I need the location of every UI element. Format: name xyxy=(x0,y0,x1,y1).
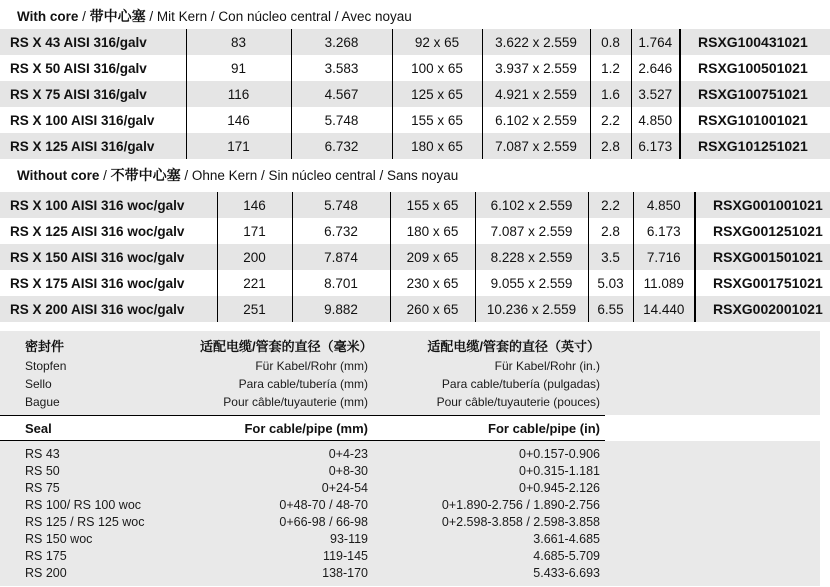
value-cell: 6.173 xyxy=(633,218,695,244)
value-cell: 5.748 xyxy=(292,192,390,218)
seal-name-cell: RS 125 / RS 125 woc xyxy=(25,514,145,529)
value-cell: 5.748 xyxy=(291,107,392,133)
seal-row xyxy=(0,564,820,581)
value-cell: 7.087 x 2.559 xyxy=(475,218,588,244)
product-name-cell: RS X 100 AISI 316/galv xyxy=(0,107,186,133)
value-cell: 6.732 xyxy=(291,133,392,159)
cable-range-in-cell: 0+0.945-2.126 xyxy=(519,480,600,495)
cable-range-mm-cell: 0+48-70 / 48-70 xyxy=(279,497,368,512)
seal-subheader xyxy=(0,415,605,441)
seal-header-line-french xyxy=(0,393,820,411)
value-cell: 6.102 x 2.559 xyxy=(475,192,588,218)
value-cell: 171 xyxy=(217,218,292,244)
value-cell: 260 x 65 xyxy=(390,296,475,322)
value-cell: 14.440 xyxy=(633,296,695,322)
separator: / xyxy=(180,168,192,183)
value-cell: 230 x 65 xyxy=(390,270,475,296)
seal-table xyxy=(0,331,820,586)
value-cell: 1.6 xyxy=(590,81,631,107)
seal-name-cell: RS 150 woc xyxy=(25,531,93,546)
seal-header-in: 适配电缆/管套的直径（英寸） xyxy=(427,339,600,354)
value-cell: 83 xyxy=(186,29,291,55)
value-cell: 180 x 65 xyxy=(390,218,475,244)
product-name-cell: RS X 43 AISI 316/galv xyxy=(0,29,186,55)
cable-range-in-cell: 3.661-4.685 xyxy=(533,531,600,546)
value-cell: 200 xyxy=(217,244,292,270)
seal-name-cell: RS 50 xyxy=(25,463,60,478)
value-cell: 9.055 x 2.559 xyxy=(475,270,588,296)
value-cell: 92 x 65 xyxy=(392,29,482,55)
value-cell: 146 xyxy=(186,107,291,133)
product-name-cell: RS X 75 AISI 316/galv xyxy=(0,81,186,107)
value-cell: 0.8 xyxy=(590,29,631,55)
value-cell: 4.850 xyxy=(631,107,680,133)
part-number-cell: RSXG001751021 xyxy=(713,275,823,291)
part-number-cell: RSXG001501021 xyxy=(713,249,823,265)
value-cell: 209 x 65 xyxy=(390,244,475,270)
value-cell: 251 xyxy=(217,296,292,322)
table-row xyxy=(0,55,830,81)
part-number-cell: RSXG100751021 xyxy=(698,86,808,102)
seal-row xyxy=(0,513,820,530)
value-cell: 116 xyxy=(186,81,291,107)
value-cell: 2.8 xyxy=(588,218,633,244)
seal-header-mm: 适配电缆/管套的直径（毫米） xyxy=(200,339,373,354)
value-cell: 2.8 xyxy=(590,133,631,159)
seal-row xyxy=(0,479,820,496)
table-row xyxy=(0,270,830,296)
value-cell: 180 x 65 xyxy=(392,133,482,159)
value-cell: 10.236 x 2.559 xyxy=(475,296,588,322)
product-name-cell: RS X 200 AISI 316 woc/galv xyxy=(0,296,217,322)
value-cell: 1.764 xyxy=(631,29,680,55)
seal-row xyxy=(0,530,820,547)
table-row xyxy=(0,29,830,55)
table-row xyxy=(0,244,830,270)
value-cell: 9.882 xyxy=(292,296,390,322)
seal-name-cell: RS 175 xyxy=(25,548,67,563)
seal-name-cell: RS 43 xyxy=(25,446,60,461)
value-cell: 8.228 x 2.559 xyxy=(475,244,588,270)
part-number-cell: RSXG101001021 xyxy=(698,112,808,128)
section-title-english: Without core xyxy=(17,168,100,183)
seal-header-in: Für Kabel/Rohr (in.) xyxy=(494,359,600,373)
product-name-cell: RS X 175 AISI 316 woc/galv xyxy=(0,270,217,296)
value-cell: 3.622 x 2.559 xyxy=(482,29,590,55)
section-title-translations: Mit Kern / Con núcleo central / Avec noyau xyxy=(156,9,412,24)
seal-header-name: Sello xyxy=(25,377,52,391)
part-number-cell: RSXG001251021 xyxy=(713,223,823,239)
table-with-core xyxy=(0,29,830,159)
seal-header-line-chinese xyxy=(0,336,820,357)
separator: / xyxy=(99,168,111,183)
cable-range-in-cell: 0+1.890-2.756 / 1.890-2.756 xyxy=(441,497,600,512)
table-row xyxy=(0,218,830,244)
value-cell: 3.5 xyxy=(588,244,633,270)
seal-header-name: Bague xyxy=(25,395,60,409)
seal-header-in: Pour câble/tuyauterie (pouces) xyxy=(436,395,600,409)
seal-subheader-mm: For cable/pipe (mm) xyxy=(244,420,368,436)
value-cell: 6.55 xyxy=(588,296,633,322)
table-row xyxy=(0,296,830,322)
cable-range-mm-cell: 138-170 xyxy=(322,565,368,580)
value-cell: 6.173 xyxy=(631,133,680,159)
section-title-english: With core xyxy=(17,9,79,24)
value-cell: 146 xyxy=(217,192,292,218)
seal-header-mm: Für Kabel/Rohr (mm) xyxy=(255,359,368,373)
seal-row xyxy=(0,496,820,513)
cable-range-in-cell: 0+2.598-3.858 / 2.598-3.858 xyxy=(441,514,600,529)
product-name-cell: RS X 50 AISI 316/galv xyxy=(0,55,186,81)
value-cell: 3.937 x 2.559 xyxy=(482,55,590,81)
seal-row xyxy=(0,462,820,479)
value-cell: 11.089 xyxy=(633,270,695,296)
seal-name-cell: RS 200 xyxy=(25,565,67,580)
separator: / xyxy=(78,9,90,24)
seal-row xyxy=(0,445,820,462)
value-cell: 4.567 xyxy=(291,81,392,107)
seal-header-line-spanish xyxy=(0,375,820,393)
section-title-with-core xyxy=(17,7,412,26)
seal-header-name: Stopfen xyxy=(25,359,67,373)
part-number-cell: RSXG001001021 xyxy=(713,197,823,213)
cable-range-in-cell: 5.433-6.693 xyxy=(533,565,600,580)
section-title-chinese: 不带中心塞 xyxy=(110,167,181,183)
section-title-without-core xyxy=(17,166,458,185)
section-title-chinese: 带中心塞 xyxy=(89,8,146,24)
seal-name-cell: RS 75 xyxy=(25,480,60,495)
seal-header-in: Para cable/tubería (pulgadas) xyxy=(441,377,600,391)
value-cell: 125 x 65 xyxy=(392,81,482,107)
cable-range-mm-cell: 119-145 xyxy=(323,548,368,563)
value-cell: 2.646 xyxy=(631,55,680,81)
product-name-cell: RS X 125 AISI 316 woc/galv xyxy=(0,218,217,244)
seal-subheader-in: For cable/pipe (in) xyxy=(488,420,600,436)
value-cell: 1.2 xyxy=(590,55,631,81)
table-row xyxy=(0,133,830,159)
value-cell: 5.03 xyxy=(588,270,633,296)
value-cell: 4.850 xyxy=(633,192,695,218)
value-cell: 171 xyxy=(186,133,291,159)
cable-range-mm-cell: 93-119 xyxy=(330,531,368,546)
seal-subheader-band xyxy=(0,415,820,441)
table-row xyxy=(0,81,830,107)
separator: / xyxy=(145,9,157,24)
seal-data-block xyxy=(0,441,820,586)
part-number-cell: RSXG101251021 xyxy=(698,138,808,154)
seal-header-mm: Para cable/tubería (mm) xyxy=(238,377,368,391)
value-cell: 2.2 xyxy=(588,192,633,218)
cable-range-in-cell: 0+0.157-0.906 xyxy=(519,446,600,461)
table-row xyxy=(0,107,830,133)
cable-range-mm-cell: 0+66-98 / 66-98 xyxy=(279,514,368,529)
value-cell: 7.716 xyxy=(633,244,695,270)
seal-header-mm: Pour câble/tuyauterie (mm) xyxy=(223,395,368,409)
cable-range-in-cell: 4.685-5.709 xyxy=(533,548,600,563)
product-name-cell: RS X 150 AISI 316 woc/galv xyxy=(0,244,217,270)
section-title-translations: Ohne Kern / Sin núcleo central / Sans noyau xyxy=(191,168,459,183)
part-number-cell: RSXG100501021 xyxy=(698,60,808,76)
cable-range-mm-cell: 0+24-54 xyxy=(321,480,368,495)
seal-header-line-german xyxy=(0,357,820,375)
value-cell: 2.2 xyxy=(590,107,631,133)
cable-range-mm-cell: 0+8-30 xyxy=(328,463,368,478)
cable-range-in-cell: 0+0.315-1.181 xyxy=(519,463,600,478)
value-cell: 7.874 xyxy=(292,244,390,270)
value-cell: 155 x 65 xyxy=(392,107,482,133)
value-cell: 3.527 xyxy=(631,81,680,107)
part-number-cell: RSXG002001021 xyxy=(713,301,823,317)
seal-header-block xyxy=(0,331,820,415)
value-cell: 221 xyxy=(217,270,292,296)
cable-range-mm-cell: 0+4-23 xyxy=(328,446,368,461)
value-cell: 7.087 x 2.559 xyxy=(482,133,590,159)
value-cell: 3.583 xyxy=(291,55,392,81)
table-row xyxy=(0,192,830,218)
product-name-cell: RS X 125 AISI 316/galv xyxy=(0,133,186,159)
value-cell: 155 x 65 xyxy=(390,192,475,218)
part-number-cell: RSXG100431021 xyxy=(698,34,808,50)
value-cell: 6.732 xyxy=(292,218,390,244)
product-name-cell: RS X 100 AISI 316 woc/galv xyxy=(0,192,217,218)
value-cell: 8.701 xyxy=(292,270,390,296)
value-cell: 91 xyxy=(186,55,291,81)
seal-name-cell: RS 100/ RS 100 woc xyxy=(25,497,142,512)
value-cell: 6.102 x 2.559 xyxy=(482,107,590,133)
table-without-core xyxy=(0,192,830,322)
seal-row xyxy=(0,547,820,564)
seal-header-name: 密封件 xyxy=(25,339,65,354)
value-cell: 4.921 x 2.559 xyxy=(482,81,590,107)
value-cell: 3.268 xyxy=(291,29,392,55)
seal-subheader-name: Seal xyxy=(25,420,52,436)
value-cell: 100 x 65 xyxy=(392,55,482,81)
